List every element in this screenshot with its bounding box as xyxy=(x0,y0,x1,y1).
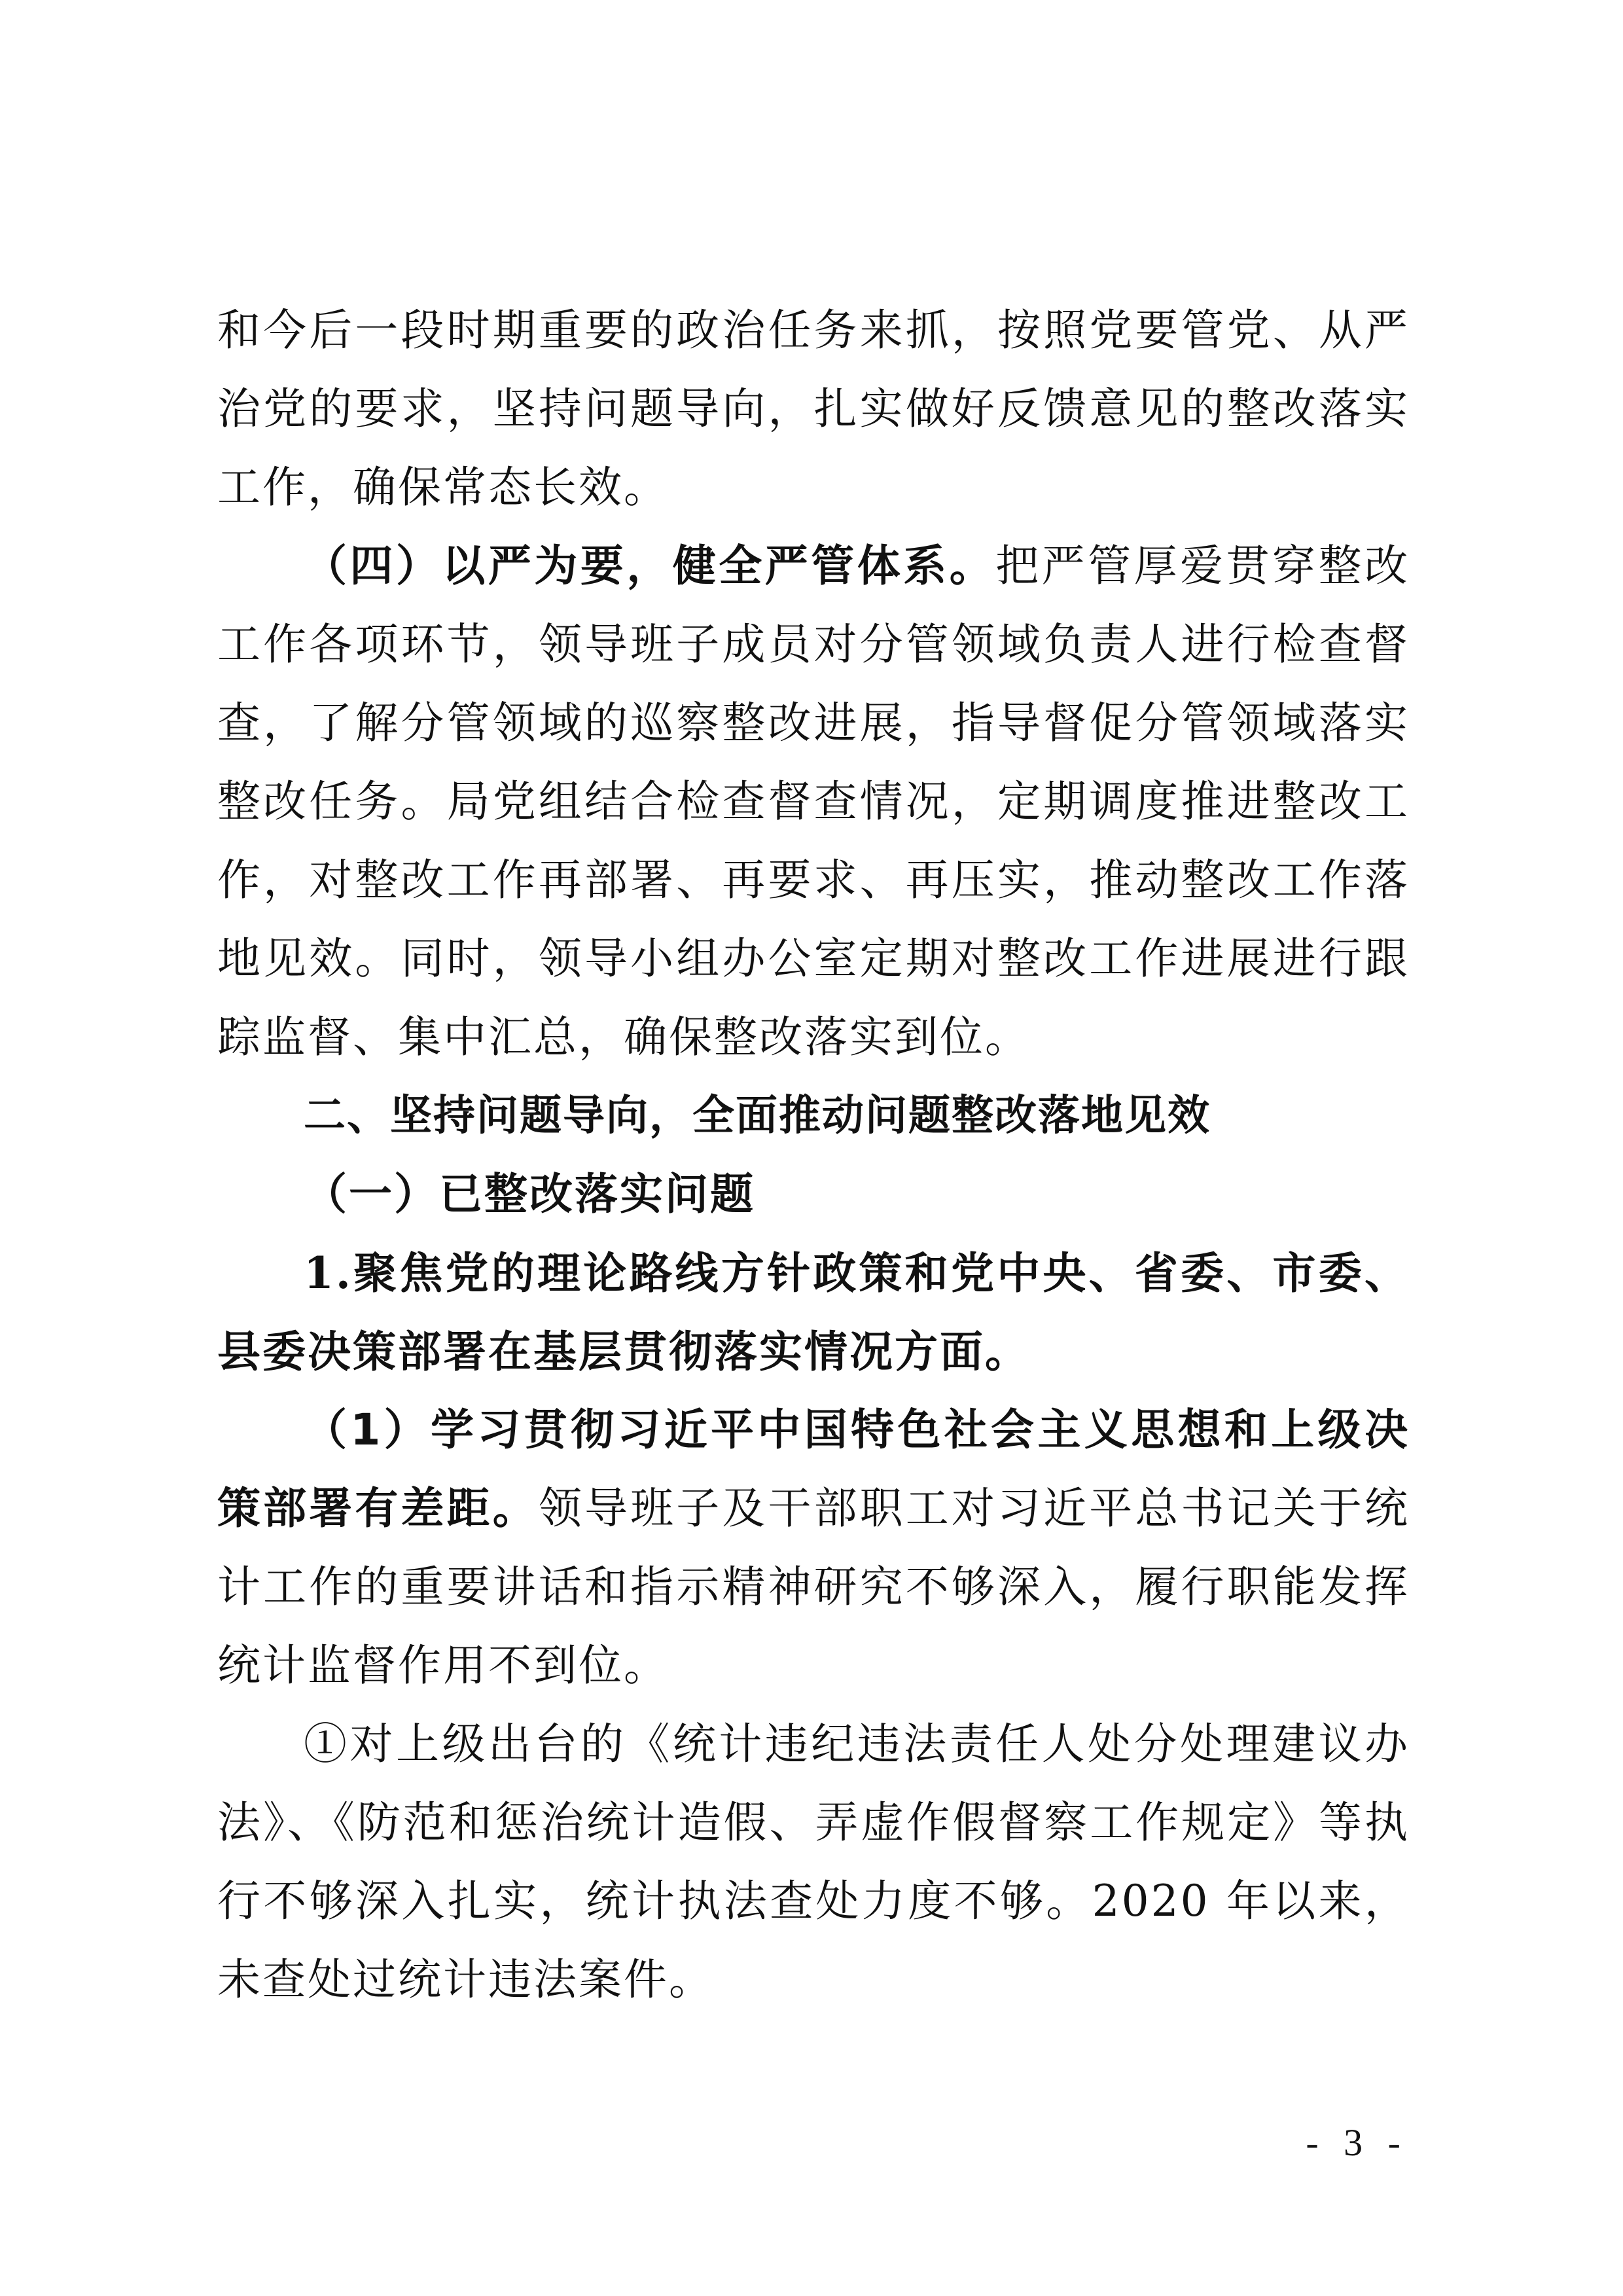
item-heading-1: 1.聚焦党的理论路线方针政策和党中央、省委、市委、县委决策部署在基层贯彻落实情况方面。 xyxy=(217,1247,1410,1377)
chapter-heading-2: 二、坚持问题导向，全面推动问题整改落地见效 xyxy=(304,1092,1211,1140)
item-1-1-text: 领导班子及干部职工对习近平总书记关于统计工作的重要讲话和指示精神研究不够深入，履行职能发挥统计监督作用不到位。 xyxy=(217,1483,1410,1691)
item-1-1-heading: （1）学习贯彻习近平中国特色社会主义思想和上级决策部署有差距。 xyxy=(217,1405,1410,1534)
paragraph-circle-1: ①对上级出台的《统计违纪违法责任人处分处理建议办法》、《防范和惩治统计造假、弄虚作假督察工作规定》等执行不够深入扎实，统计执法查处力度不够。2020 年以来，未查处过统计违法案件。 xyxy=(217,1719,1410,2005)
paragraph-continuation: 和今后一段时期重要的政治任务来抓，按照党要管党、从严治党的要求，坚持问题导向，扎实做好反馈意见的整改落实工作，确保常态长效。 xyxy=(217,305,1410,512)
section-heading-4: （四）以严为要，健全严管体系。 xyxy=(304,541,996,591)
section-4-text: 把严管厚爱贯穿整改工作各项环节，领导班子成员对分管领域负责人进行检查督查，了解分管领域的巡察整改进展，指导督促分管领域落实整改任务。局党组结合检查督查情况，定期调度推进整改工作，对整改工作再部署、再要求、再压实，推动整改工作落地见效。同时，领导小组办公室定期对整改工作进展进行跟踪监督、集中汇总，确保整改落实到位。 xyxy=(217,541,1410,1062)
subheading-rectified-issues: （一）已整改落实问题 xyxy=(304,1169,755,1219)
page-number: - 3 - xyxy=(1306,2121,1408,2164)
paragraph-strict-management xyxy=(217,527,1410,1077)
page-body xyxy=(217,291,1410,2019)
paragraph-item-1-1 xyxy=(217,1391,1410,1705)
